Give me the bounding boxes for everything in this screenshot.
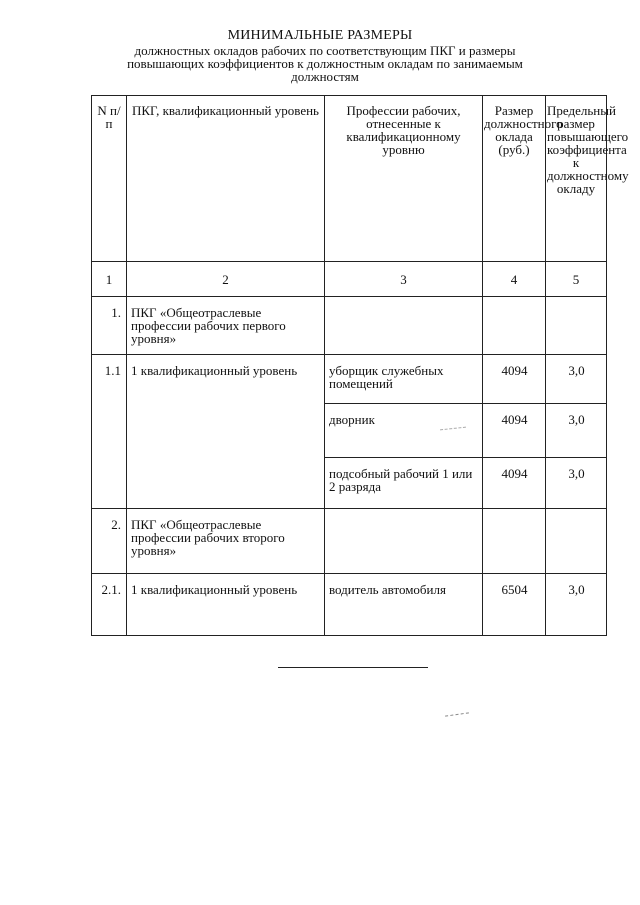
pkg-cell: 1 квалификационный уровень: [127, 574, 325, 636]
pkg-cell: ПКГ «Общеотраслевые профессии рабочих второго уровня»: [127, 509, 325, 574]
column-header-profession: Профессии рабочих, отнесенные к квалификационному уровню: [325, 96, 483, 262]
salary-cell: 6504: [483, 574, 546, 636]
coefficient-cell: 3,0: [546, 458, 607, 509]
row-number: 1.: [92, 297, 127, 355]
coefficient-cell: [546, 509, 607, 574]
column-number: 1: [92, 262, 127, 297]
column-number: 4: [483, 262, 546, 297]
profession-cell: уборщик служебных помещений: [325, 355, 483, 404]
row-number: 2.1.: [92, 574, 127, 636]
salary-table: [91, 95, 629, 636]
column-number-row: [92, 262, 607, 297]
profession-cell: [325, 297, 483, 355]
coefficient-cell: [546, 297, 607, 355]
table-row-group-2: [92, 509, 607, 574]
coefficient-cell: 3,0: [546, 404, 607, 458]
profession-cell: дворник: [325, 404, 483, 458]
table-row: [92, 574, 607, 636]
pkg-cell: ПКГ «Общеотраслевые профессии рабочих первого уровня»: [127, 297, 325, 355]
profession-cell: [325, 509, 483, 574]
column-number: 2: [127, 262, 325, 297]
salary-cell: [483, 509, 546, 574]
document-title: МИНИМАЛЬНЫЕ РАЗМЕРЫ: [227, 28, 413, 43]
pen-mark: [445, 712, 469, 716]
table-row-group-1: [92, 297, 607, 355]
profession-cell: подсобный рабочий 1 или 2 разряда: [325, 458, 483, 509]
coefficient-cell: 3,0: [546, 355, 607, 404]
column-number: 5: [546, 262, 607, 297]
salary-cell: [483, 297, 546, 355]
column-header-pkg: ПКГ, квалификационный уровень: [127, 96, 325, 262]
column-header-coefficient: Предельный размер повышающего коэффициента к должностному окладу: [546, 96, 607, 262]
profession-cell: водитель автомобиля: [325, 574, 483, 636]
column-header-number: N п/п: [92, 96, 127, 262]
salary-cell: 4094: [483, 458, 546, 509]
salary-cell: 4094: [483, 355, 546, 404]
table-row: [92, 355, 607, 404]
column-header-salary: Размер должностного оклада (руб.): [483, 96, 546, 262]
coefficient-cell: 3,0: [546, 574, 607, 636]
pkg-cell: 1 квалификационный уровень: [127, 355, 325, 509]
salary-cell: 4094: [483, 404, 546, 458]
row-number: 1.1: [92, 355, 127, 509]
document-subtitle: должностных окладов рабочих по соответствующим ПКГ и размеры повышающих коэффициентов к должностным окладам по занимаемым должностям: [127, 43, 523, 84]
row-number: 2.: [92, 509, 127, 574]
footer-divider-line: [278, 667, 428, 668]
table-header-row: [92, 96, 607, 262]
column-number: 3: [325, 262, 483, 297]
